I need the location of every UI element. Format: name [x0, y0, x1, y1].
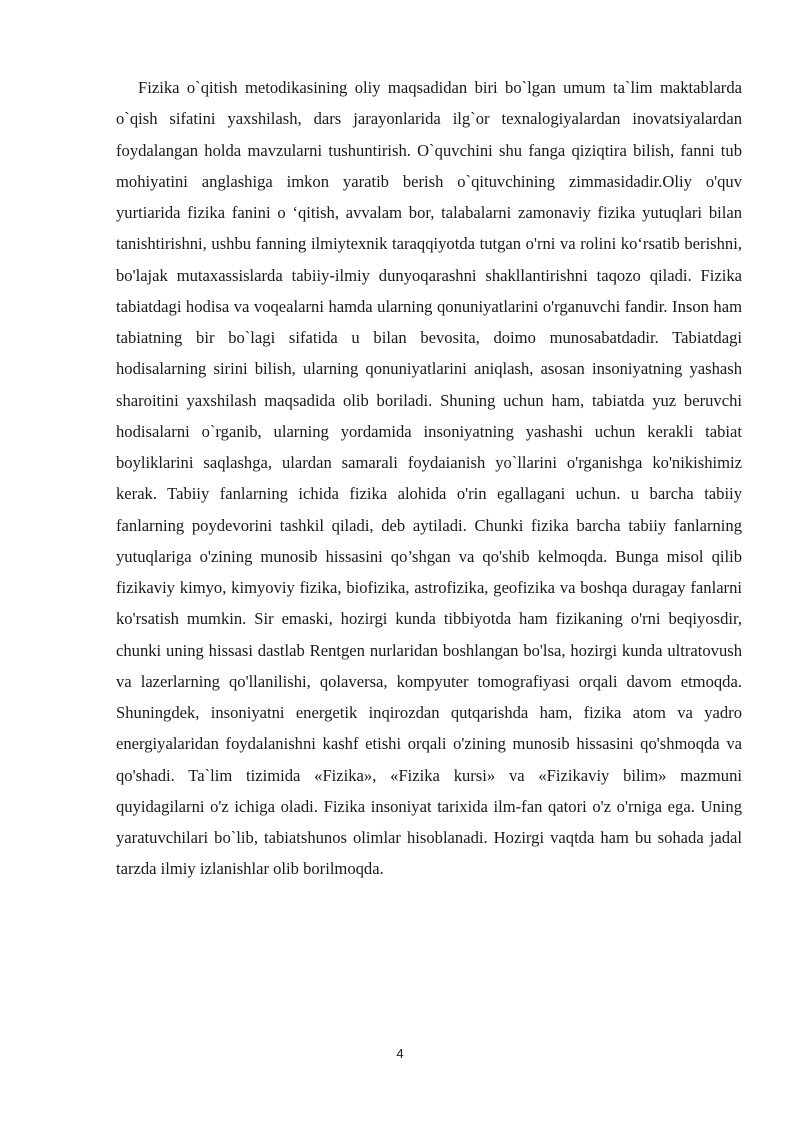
body-paragraph: Fizika o`qitish metodikasining oliy maqsadidan biri bo`lgan umum ta`lim maktablarda o`qish sifatini yaxshilash, dars jarayonlarida ilg`or texnalogiyalardan inovatsiyalardan foydalangan holda mavzularni tushuntirish. O`quvchini shu fanga qiziqtira bilish, fanni tub mohiyatini anglashiga imkon yaratib berish o`qituvchining zimmasidadir.Oliy o'quv yurtiarida fizika fanini o ‘qitish, avvalam bor, talabalarni zamonaviy fizika yutuqlari bilan tanishtirishni, ushbu fanning ilmiytexnik taraqqiyotda tutgan o'rni va rolini ko‘rsatib berishni, bo'lajak mutaxassislarda tabiiy-ilmiy dunyoqarashni shakllantirishni taqozo qiladi. Fizika tabiatdagi hodisa va voqealarni hamda ularning qonuniyatlarini o'rganuvchi fandir. Inson ham tabiatning bir bo`lagi sifatida u bilan bevosita, doimo munosabatdadir. Tabiatdagi hodisalarning sirini bilish, ularning qonuniyatlarini aniqlash, asosan insoniyatning yashash sharoitini yaxshilash maqsadida olib boriladi. Shuning uchun ham, tabiatda yuz beruvchi hodisalarni o`rganib, ularning yordamida insoniyatning yashashi uchun kerakli tabiat boyliklarini saqlashga, ulardan samarali foydaianish yo`llarini o'rganishga ko'nikishimiz kerak. Tabiiy fanlarning ichida fizika alohida o'rin egallagani uchun. u barcha tabiiy fanlarning poydevorini tashkil qiladi, deb aytiladi. Chunki fizika barcha tabiiy fanlarning yutuqlariga o'zining munosib hissasini qo’shgan va qo'shib kelmoqda. Bunga misol qilib fizikaviy kimyo, kimyoviy fizika, biofizika, astrofizika, geofizika va boshqa duragay fanlarni ko'rsatish mumkin. Sir emaski, hozirgi kunda tibbiyotda ham fizikaning o'rni beqiyosdir, chunki uning hissasi dastlab Rentgen nurlaridan boshlangan bo'lsa, hozirgi kunda ultratovush va lazerlarning qo'llanilishi, qolaversa, kompyuter tomografiyasi orqali davom etmoqda. Shuningdek, insoniyatni energetik inqirozdan qutqarishda ham, fizika atom va yadro energiyalaridan foydalanishni kashf etishi orqali o'zining munosib hissasini qo'shmoqda va qo'shadi. Ta`lim tizimida «Fizika», «Fizika kursi» va «Fizikaviy bilim» mazmuni quyidagilarni o'z ichiga oladi. Fizika insoniyat tarixida ilm-fan qatori o'z o'rniga ega. Uning yaratuvchilari bo`lib, tabiatshunos olimlar hisoblanadi. Hozirgi vaqtda ham bu sohada jadal tarzda ilmiy izlanishlar olib borilmoqda. — [116, 78, 742, 879]
page-number: 4 — [396, 1046, 404, 1061]
